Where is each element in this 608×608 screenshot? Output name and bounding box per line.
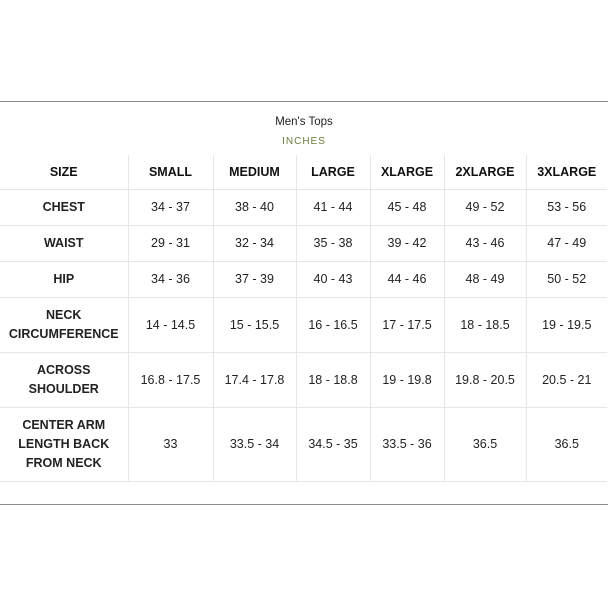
table-cell: 37 - 39 xyxy=(213,262,296,298)
table-row-chest xyxy=(0,190,607,226)
unit-label: INCHES xyxy=(282,136,326,147)
table-cell: 33.5 - 34 xyxy=(213,408,296,482)
table-cell: 47 - 49 xyxy=(526,226,607,262)
row-label-line: CIRCUMFERENCE xyxy=(8,327,119,341)
table-cell: 44 - 46 xyxy=(370,262,444,298)
table-header-row xyxy=(0,155,607,190)
row-label-hip xyxy=(0,262,128,298)
table-cell: 17.4 - 17.8 xyxy=(213,353,296,408)
table-cell: 36.5 xyxy=(526,408,607,482)
column-header-xlarge: XLARGE xyxy=(370,155,444,190)
table-cell: 19 - 19.5 xyxy=(526,298,607,353)
chart-title: Men's Tops xyxy=(275,116,333,128)
row-label-across-shoulder xyxy=(0,353,128,408)
table-row-waist xyxy=(0,226,607,262)
table-cell: 38 - 40 xyxy=(213,190,296,226)
row-label-line: SHOULDER xyxy=(28,382,99,396)
row-label-line: ACROSS xyxy=(37,363,91,377)
column-header-small: SMALL xyxy=(128,155,213,190)
table-cell: 34 - 36 xyxy=(128,262,213,298)
table-cell: 33 xyxy=(128,408,213,482)
table-cell: 41 - 44 xyxy=(296,190,370,226)
table-row-neck-circumference xyxy=(0,298,607,353)
table-cell: 32 - 34 xyxy=(213,226,296,262)
row-label-line: FROM NECK xyxy=(25,456,102,470)
table-cell: 14 - 14.5 xyxy=(128,298,213,353)
table-cell: 20.5 - 21 xyxy=(526,353,607,408)
table-cell: 18 - 18.8 xyxy=(296,353,370,408)
table-cell: 43 - 46 xyxy=(444,226,526,262)
row-label-line: NECK xyxy=(46,308,82,322)
table-row-hip xyxy=(0,262,607,298)
column-header-large: LARGE xyxy=(296,155,370,190)
table-cell: 48 - 49 xyxy=(444,262,526,298)
row-label-line: LENGTH BACK xyxy=(18,437,110,451)
row-label-neck-circumference xyxy=(0,298,128,353)
table-cell: 19 - 19.8 xyxy=(370,353,444,408)
table-cell: 16.8 - 17.5 xyxy=(128,353,213,408)
table-cell: 49 - 52 xyxy=(444,190,526,226)
row-label-line: WAIST xyxy=(43,236,84,250)
table-row-center-arm-length xyxy=(0,408,607,482)
table-cell: 36.5 xyxy=(444,408,526,482)
table-cell: 53 - 56 xyxy=(526,190,607,226)
size-table xyxy=(0,155,607,482)
table-cell: 19.8 - 20.5 xyxy=(444,353,526,408)
table-cell: 39 - 42 xyxy=(370,226,444,262)
table-cell: 50 - 52 xyxy=(526,262,607,298)
table-cell: 34.5 - 35 xyxy=(296,408,370,482)
column-header-medium: MEDIUM xyxy=(213,155,296,190)
table-cell: 34 - 37 xyxy=(128,190,213,226)
size-chart-panel xyxy=(0,101,608,505)
table-cell: 40 - 43 xyxy=(296,262,370,298)
row-label-center-arm-length xyxy=(0,408,128,482)
column-header-size: SIZE xyxy=(0,155,128,190)
column-header-2xlarge: 2XLARGE xyxy=(444,155,526,190)
table-cell: 18 - 18.5 xyxy=(444,298,526,353)
row-label-line: HIP xyxy=(53,272,75,286)
row-label-line: CENTER ARM xyxy=(22,418,106,432)
table-cell: 15 - 15.5 xyxy=(213,298,296,353)
row-label-line: CHEST xyxy=(42,200,85,214)
table-cell: 35 - 38 xyxy=(296,226,370,262)
column-header-3xlarge: 3XLARGE xyxy=(526,155,607,190)
table-row-across-shoulder xyxy=(0,353,607,408)
table-cell: 17 - 17.5 xyxy=(370,298,444,353)
table-cell: 29 - 31 xyxy=(128,226,213,262)
table-cell: 16 - 16.5 xyxy=(296,298,370,353)
row-label-chest xyxy=(0,190,128,226)
row-label-waist xyxy=(0,226,128,262)
table-cell: 45 - 48 xyxy=(370,190,444,226)
table-cell: 33.5 - 36 xyxy=(370,408,444,482)
